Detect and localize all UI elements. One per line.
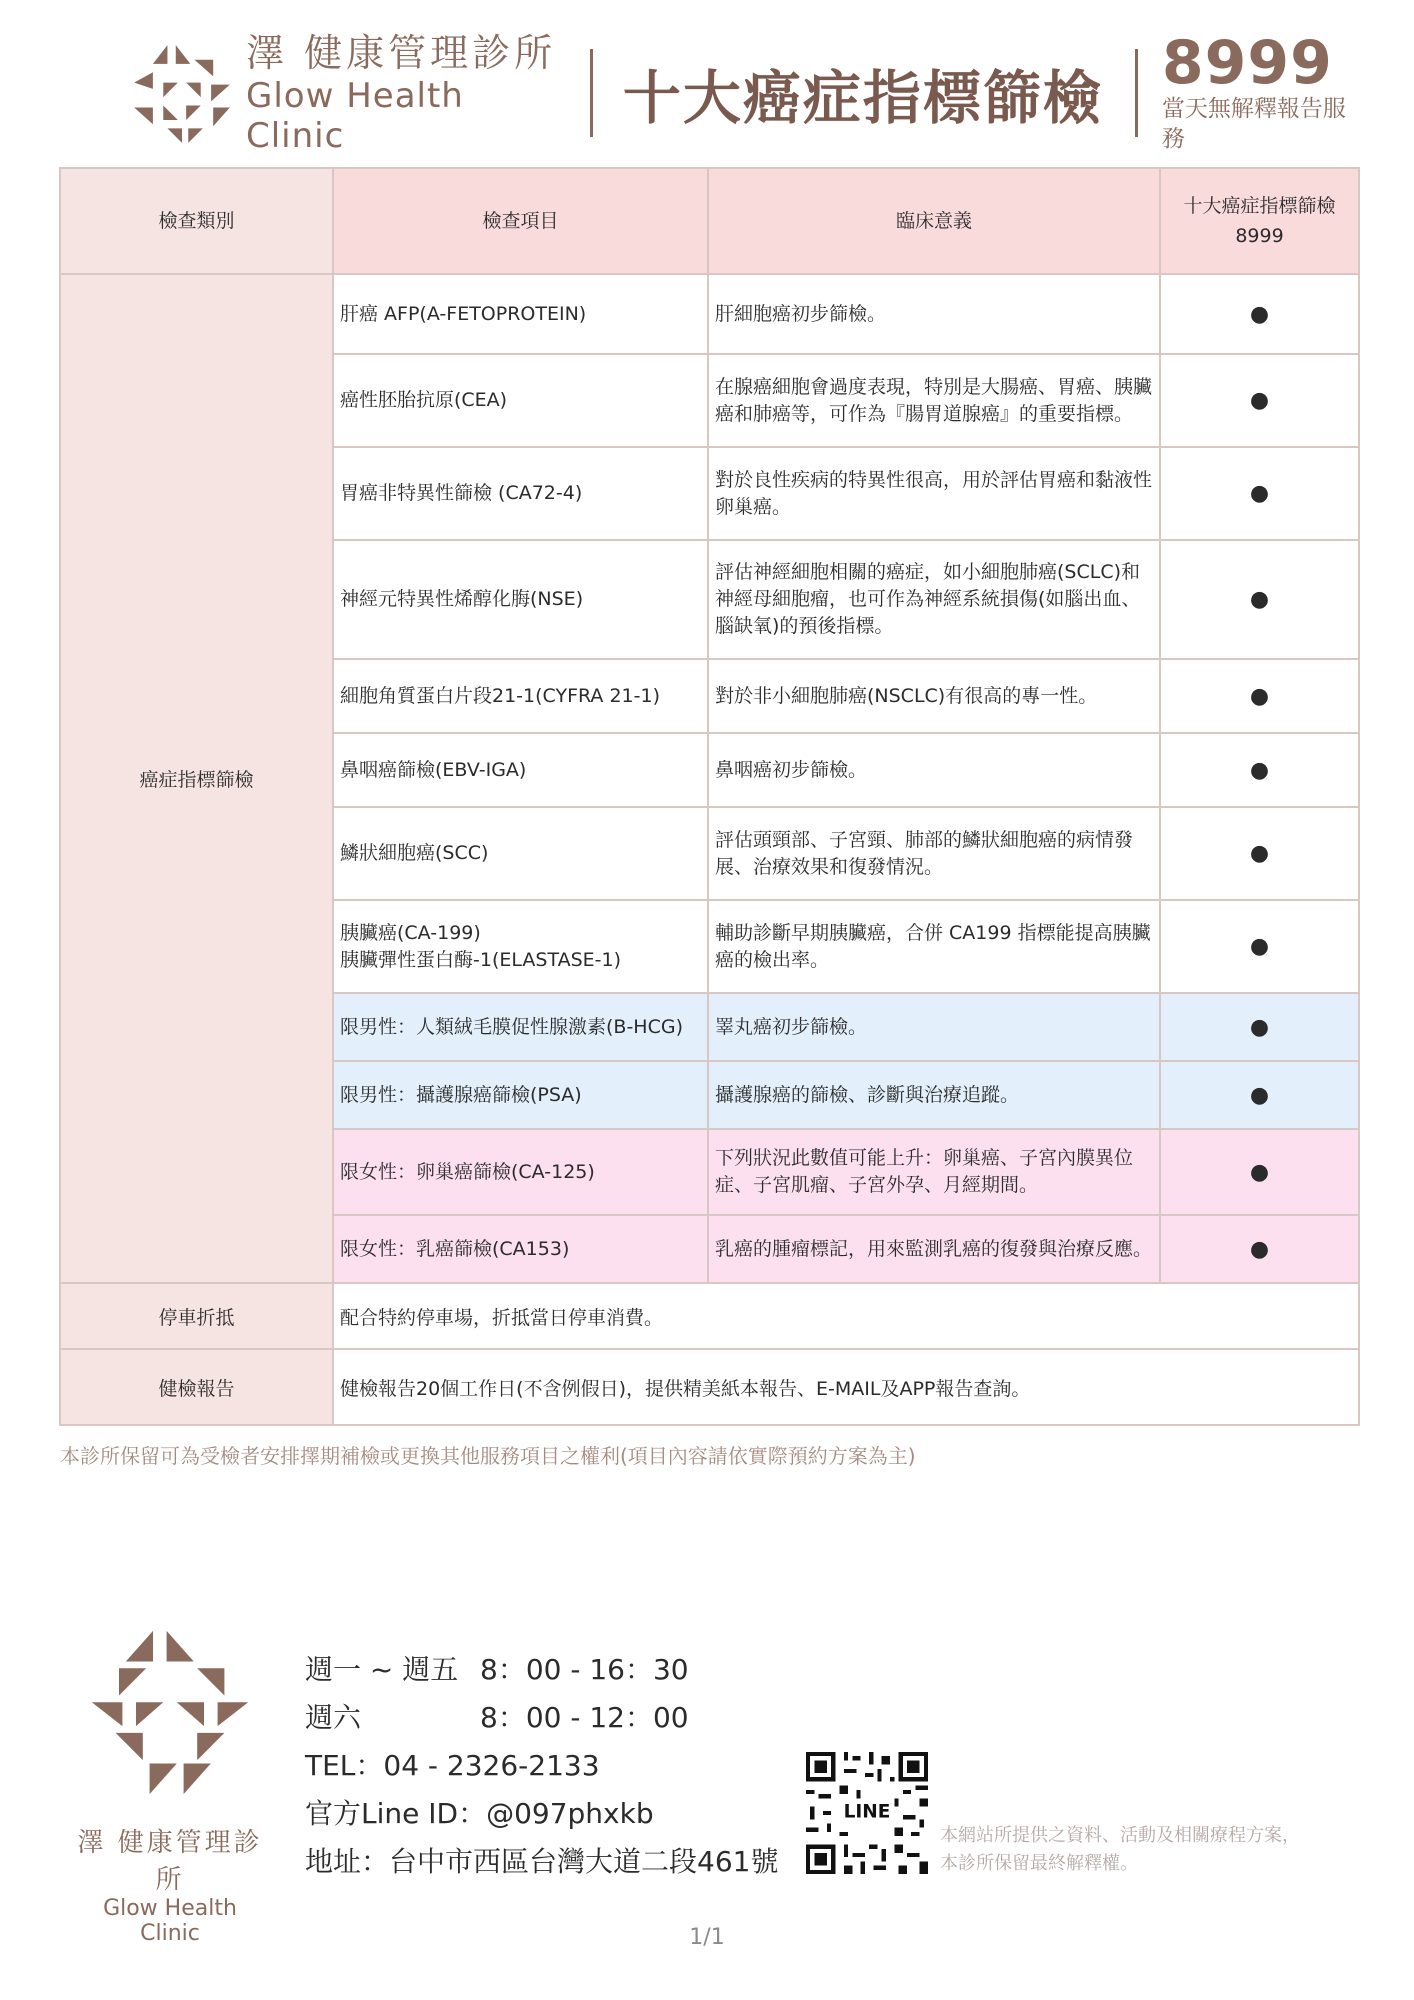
included-mark: ● bbox=[1160, 354, 1359, 447]
header-divider bbox=[1135, 49, 1138, 137]
parking-row-text: 配合特約停車場，折抵當日停車消費。 bbox=[333, 1283, 1359, 1349]
clinical-meaning-cell: 對於良性疾病的特異性很高，用於評估胃癌和黏液性卵巢癌。 bbox=[708, 447, 1160, 540]
test-item-cell: 限男性：攝護腺癌篩檢(PSA) bbox=[333, 1061, 708, 1129]
report-row-text: 健檢報告20個工作日(不含例假日)，提供精美紙本報告、E-MAIL及APP報告查詢。 bbox=[333, 1349, 1359, 1425]
included-mark: ● bbox=[1160, 1215, 1359, 1283]
clinical-meaning-cell: 睪丸癌初步篩檢。 bbox=[708, 993, 1160, 1061]
screening-table bbox=[59, 167, 1360, 1426]
hours-saturday bbox=[305, 1694, 778, 1742]
test-item-cell: 限男性：人類絨毛膜促性腺激素(B-HCG) bbox=[333, 993, 708, 1061]
included-mark: ● bbox=[1160, 447, 1359, 540]
table-row bbox=[60, 274, 1359, 354]
hours-weekday bbox=[305, 1646, 778, 1694]
footer-clinic-name-en: Glow Health Clinic bbox=[103, 1896, 237, 1946]
included-mark: ● bbox=[1160, 274, 1359, 354]
test-item-cell: 神經元特異性烯醇化脢(NSE) bbox=[333, 540, 708, 659]
header-meaning: 臨床意義 bbox=[708, 168, 1160, 274]
test-item-cell: 癌性胚胎抗原(CEA) bbox=[333, 354, 708, 447]
clinical-meaning-cell: 對於非小細胞肺癌(NSCLC)有很高的專一性。 bbox=[708, 659, 1160, 733]
parking-row-label: 停車折抵 bbox=[60, 1283, 333, 1349]
weekday-label: 週一 ~ 週五 bbox=[305, 1653, 459, 1686]
saturday-hours: 8：00 - 12：00 bbox=[480, 1701, 689, 1734]
category-cell: 癌症指標篩檢 bbox=[60, 274, 333, 1283]
line-id: 官方Line ID：@097phxkb bbox=[305, 1797, 654, 1830]
table-header-row bbox=[60, 168, 1359, 274]
weekday-hours: 8：00 - 16：30 bbox=[480, 1653, 689, 1686]
footer-clinic-name-zh: 澤 健康管理診所 bbox=[77, 1828, 263, 1895]
clinical-meaning-cell: 攝護腺癌的篩檢、診斷與治療追蹤。 bbox=[708, 1061, 1160, 1129]
package-price: 8999 bbox=[1161, 28, 1333, 98]
clinical-meaning-cell: 評估頭頸部、子宮頸、肺部的鱗狀細胞癌的病情發展、治療效果和復發情況。 bbox=[708, 807, 1160, 900]
header-divider bbox=[590, 49, 593, 137]
clinical-meaning-cell: 評估神經細胞相關的癌症，如小細胞肺癌(SCLC)和神經母細胞瘤，也可作為神經系統損傷(如腦出血、腦缺氧)的預後指標。 bbox=[708, 540, 1160, 659]
test-item-cell: 限女性：卵巢癌篩檢(CA-125) bbox=[333, 1129, 708, 1215]
clinical-meaning-cell: 輔助診斷早期胰臟癌，合併 CA199 指標能提高胰臟癌的檢出率。 bbox=[708, 900, 1160, 993]
footer-logo bbox=[70, 1625, 270, 1946]
test-item-cell: 鱗狀細胞癌(SCC) bbox=[333, 807, 708, 900]
header-package: 十大癌症指標篩檢 8999 bbox=[1160, 168, 1359, 274]
disclaimer-line: 本診所保留最終解釋權。 bbox=[940, 1853, 1138, 1874]
clinic-name-zh: 澤 健康管理診所 bbox=[246, 31, 557, 75]
clinic-logo-text bbox=[246, 30, 560, 156]
clinical-meaning-cell: 下列狀況此數值可能上升：卵巢癌、子宮內膜異位症、子宮肌瘤、子宮外孕、月經期間。 bbox=[708, 1129, 1160, 1215]
clinic-logo-icon bbox=[85, 1625, 255, 1800]
header-item: 檢查項目 bbox=[333, 168, 708, 274]
included-mark: ● bbox=[1160, 1061, 1359, 1129]
test-item-cell: 細胞角質蛋白片段21-1(CYFRA 21-1) bbox=[333, 659, 708, 733]
clinical-meaning-cell: 肝細胞癌初步篩檢。 bbox=[708, 274, 1160, 354]
report-row-label: 健檢報告 bbox=[60, 1349, 333, 1425]
contact-info bbox=[305, 1646, 778, 1886]
included-mark: ● bbox=[1160, 733, 1359, 807]
disclaimer-line: 本網站所提供之資料、活動及相關療程方案， bbox=[940, 1825, 1300, 1846]
clinical-meaning-cell: 乳癌的腫瘤標記，用來監測乳癌的復發與治療反應。 bbox=[708, 1215, 1160, 1283]
price-note: 當天無解釋報告服務 bbox=[1161, 96, 1346, 152]
test-item-cell: 限女性：乳癌篩檢(CA153) bbox=[333, 1215, 708, 1283]
address: 地址：台中市西區台灣大道二段461號 bbox=[305, 1845, 779, 1878]
test-item-cell: 鼻咽癌篩檢(EBV-IGA) bbox=[333, 733, 708, 807]
included-mark: ● bbox=[1160, 1129, 1359, 1215]
footnote: 本診所保留可為受檢者安排擇期補檢或更換其他服務項目之權利(項目內容請依實際預約方案為主) bbox=[60, 1444, 916, 1468]
page-title: 十大癌症指標篩檢 bbox=[622, 64, 1103, 132]
clinical-meaning-cell: 鼻咽癌初步篩檢。 bbox=[708, 733, 1160, 807]
price-box bbox=[1161, 28, 1360, 154]
included-mark: ● bbox=[1160, 659, 1359, 733]
header-category: 檢查類別 bbox=[60, 168, 333, 274]
included-mark: ● bbox=[1160, 807, 1359, 900]
included-mark: ● bbox=[1160, 993, 1359, 1061]
parking-row bbox=[60, 1283, 1359, 1349]
phone: TEL：04 - 2326-2133 bbox=[305, 1749, 600, 1782]
line-qr-code-icon[interactable] bbox=[806, 1752, 928, 1874]
saturday-label: 週六 bbox=[305, 1701, 362, 1734]
page-header bbox=[130, 28, 1360, 156]
included-mark: ● bbox=[1160, 900, 1359, 993]
clinic-logo-icon bbox=[130, 41, 234, 145]
test-item-cell: 肝癌 AFP(A-FETOPROTEIN) bbox=[333, 274, 708, 354]
clinical-meaning-cell: 在腺癌細胞會過度表現，特別是大腸癌、胃癌、胰臟癌和肺癌等，可作為『腸胃道腺癌』的重要指標。 bbox=[708, 354, 1160, 447]
disclaimer bbox=[940, 1822, 1300, 1878]
clinic-name-en: Glow Health Clinic bbox=[246, 76, 464, 156]
page-number: 1/1 bbox=[689, 1925, 725, 1950]
qr-line-label: LINE bbox=[843, 1801, 891, 1823]
test-item-cell: 胰臟癌(CA-199) 胰臟彈性蛋白酶-1(ELASTASE-1) bbox=[333, 900, 708, 993]
report-row bbox=[60, 1349, 1359, 1425]
included-mark: ● bbox=[1160, 540, 1359, 659]
test-item-cell: 胃癌非特異性篩檢 (CA72-4) bbox=[333, 447, 708, 540]
